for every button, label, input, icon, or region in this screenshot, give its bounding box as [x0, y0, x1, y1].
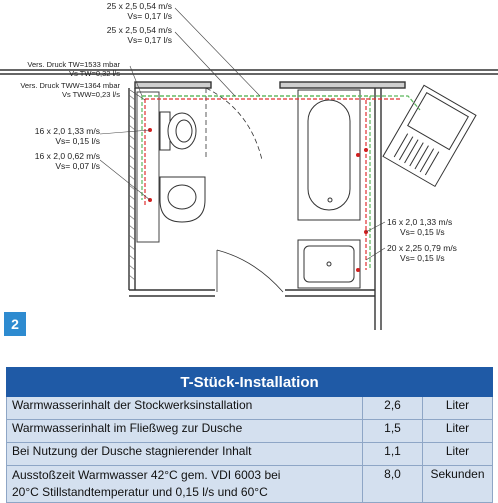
table-row — [7, 443, 493, 466]
row-label-line1: Ausstoßzeit Warmwasser 42°C gem. VDI 6003 bei — [12, 468, 281, 482]
figure-number-badge: 2 — [4, 312, 26, 336]
annotation-top2-line1: 25 x 2,5 0,54 m/s — [106, 25, 172, 35]
annotation-top1-line1: 25 x 2,5 0,54 m/s — [106, 1, 172, 11]
annotation-right1-line1: 16 x 2,0 1,33 m/s — [387, 217, 453, 227]
annotation-right1-line2: Vs= 0,15 l/s — [400, 227, 445, 237]
row-unit: Liter — [423, 443, 493, 466]
row-label-line2: 20°C Stillstandtemperatur und 0,15 l/s und 60°C — [12, 485, 268, 499]
toilet — [160, 112, 196, 150]
row-value: 8,0 — [363, 466, 423, 503]
row-value: 2,6 — [363, 397, 423, 420]
row-label: Warmwasserinhalt der Stockwerksinstallation — [7, 397, 363, 420]
annotation-top2-line2: Vs= 0,17 l/s — [127, 35, 172, 45]
annotation-press-tw-line1: Vers. Druck TW=1533 mbar — [27, 60, 120, 69]
row-label: Warmwasserinhalt im Fließweg zur Dusche — [7, 420, 363, 443]
annotation-top1-line2: Vs= 0,17 l/s — [127, 11, 172, 21]
row-value: 1,1 — [363, 443, 423, 466]
row-label: Bei Nutzung der Dusche stagnierender Inhalt — [7, 443, 363, 466]
row-label — [7, 466, 363, 503]
row-value: 1,5 — [363, 420, 423, 443]
row-unit: Liter — [423, 397, 493, 420]
table-row — [7, 466, 493, 503]
annotation-press-tww-line1: Vers. Druck TWW=1364 mbar — [20, 81, 120, 90]
kitchen-sink — [383, 85, 476, 186]
table-header-row — [7, 368, 493, 397]
annotation-right2-line1: 20 x 2,25 0,79 m/s — [387, 243, 457, 253]
row-unit: Sekunden — [423, 466, 493, 503]
bathtub — [298, 90, 360, 220]
table-row — [7, 397, 493, 420]
table-title: T-Stück-Installation — [7, 368, 493, 397]
annotation-left2-line2: Vs= 0,07 l/s — [55, 161, 100, 171]
annotation-press-tw-line2: Vs TW=0,32 l/s — [69, 69, 120, 78]
annotation-left1-line1: 16 x 2,0 1,33 m/s — [34, 126, 100, 136]
shower-tray — [298, 240, 360, 288]
annotation-press-tww-line2: Vs TWW=0,23 l/s — [61, 90, 120, 99]
annotation-left2-line1: 16 x 2,0 0,62 m/s — [34, 151, 100, 161]
annotation-right2-line2: Vs= 0,15 l/s — [400, 253, 445, 263]
bottom-door — [217, 250, 283, 292]
row-unit: Liter — [423, 420, 493, 443]
installation-table — [6, 367, 493, 503]
installation-shaft — [137, 92, 159, 242]
wash-basin — [160, 177, 205, 222]
annotation-left1-line2: Vs= 0,15 l/s — [55, 136, 100, 146]
table-row — [7, 420, 493, 443]
